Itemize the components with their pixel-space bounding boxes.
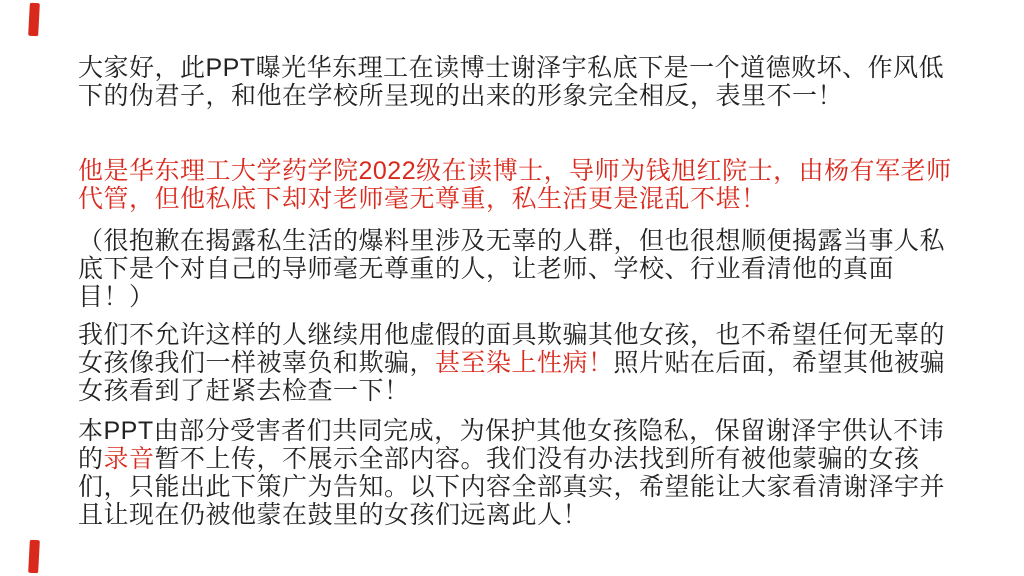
text-segment-normal: 本PPT由部分受害者们共同完成，为保护其他女孩隐私，保留谢泽宇供认不讳的	[78, 417, 945, 473]
text-segment-red: 录音	[103, 445, 155, 473]
text-segment-normal: 暂不上传，不展示全部内容。我们没有办法找到所有被他蒙骗的女孩们，只能出此下策广为告知。以下内容全部真实，希望能让大家看清谢泽宇并且让现在仍被他蒙在鼓里的女孩们远离此人！	[78, 445, 946, 529]
text-segment-red: 甚至染上性病！	[435, 349, 614, 377]
paragraph-identity	[78, 157, 956, 213]
paragraph-apology-note	[78, 227, 956, 311]
text-segment-normal: 我们不允许这样的人继续用他虚假的面具欺骗其他女孩，也不希望任何无辜的女孩像我们一样被辜负和欺骗，	[78, 321, 946, 377]
corner-accent-bottom-left	[28, 540, 40, 573]
text-segment-normal: （很抱歉在揭露私生活的爆料里涉及无辜的人群，但也很想顺便揭露当事人私底下是个对自己的导师毫无尊重的人，让老师、学校、行业看清他的真面目！）	[78, 227, 946, 311]
text-segment-normal: 大家好，此PPT曝光华东理工在读博士谢泽宇私底下是一个道德败坏、作风低下的伪君子，和他在学校所呈现的出来的形象完全相反，表里不一！	[78, 54, 945, 110]
text-segment-normal: 照片贴在后面，希望其他被骗女孩看到了赶紧去检查一下！	[78, 349, 946, 405]
paragraph-intro	[78, 54, 956, 110]
paragraph-closing-statement	[78, 417, 956, 529]
text-segment-red: 他是华东理工大学药学院2022级在读博士，导师为钱旭红院士，由杨有军老师代管，但他私底下却对老师毫无尊重，私生活更是混乱不堪！	[78, 157, 952, 213]
corner-accent-top-left	[28, 3, 40, 36]
slide-text-content	[78, 54, 956, 529]
paragraph-warning	[78, 321, 956, 405]
